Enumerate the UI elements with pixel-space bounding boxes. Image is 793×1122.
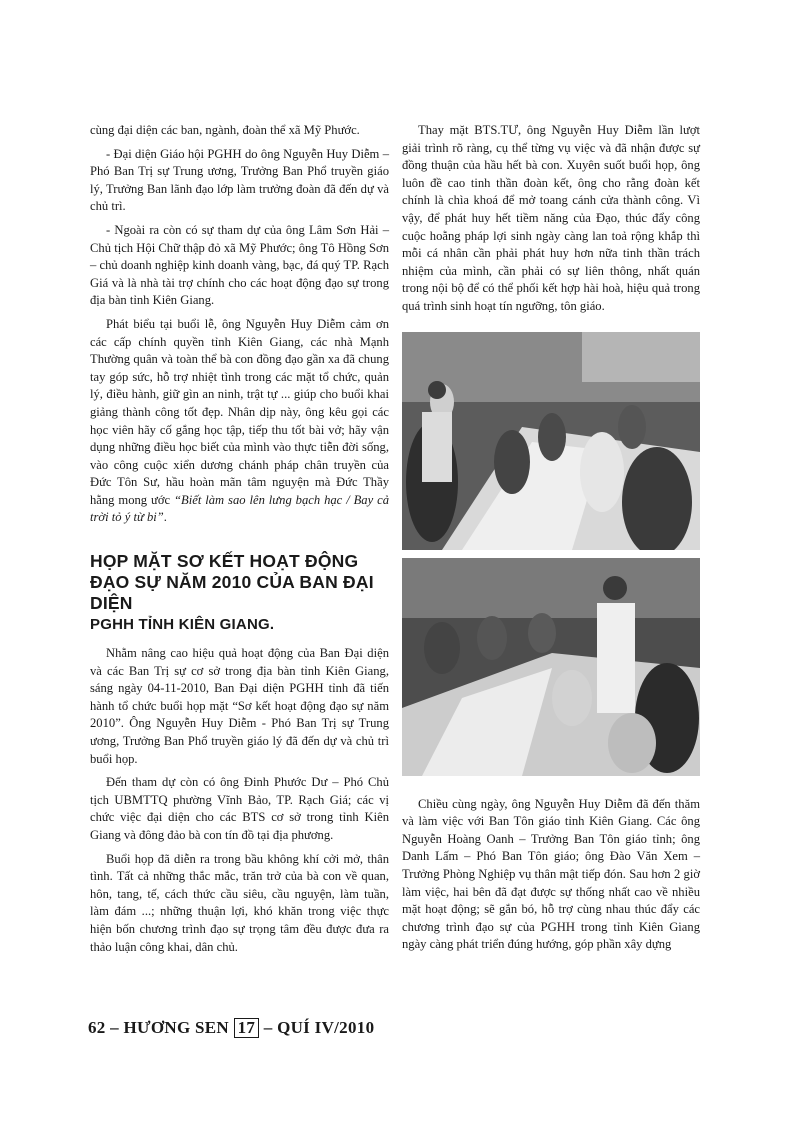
paragraph: - Đại diện Giáo hội PGHH do ông Nguyễn Huy Diễm – Phó Ban Trị sự Trung ương, Trưởng Ban Phổ truyền giáo lý, Trưởng Ban lãnh đạo lớp làm trưởng đoàn đã đến dự và chủ trì.	[90, 146, 389, 214]
footer-prefix: 62 – HƯƠNG SEN	[88, 1018, 229, 1037]
paragraph: Buổi họp đã diễn ra trong bầu không khí cởi mở, thân tình. Tất cả những thắc mắc, trăn trở của bà con về quan, hôn, tang, tế, cách thức cầu siêu, cầu nguyện, làm tuần, làm đám ...; những thuận lợi, khó khăn trong việc thực hiện bốn chương trình đạo sự trọng tâm đều được đưa ra thảo luận công khai, dân chủ.	[90, 851, 389, 954]
paragraph-speech	[90, 316, 389, 527]
speech-text: Phát biểu tại buổi lễ, ông Nguyễn Huy Diễm cảm ơn các cấp chính quyền tỉnh Kiên Giang, các nhà Mạnh Thường quân và toàn thể bà con đồng đạo gần xa đã chung tay góp sức, hỗ trợ nhiệt tình trong các mặt tổ chức, quản lý, điều hành, giữ gìn an ninh, trật tự ... giúp cho buổi khai giảng thành công tốt đẹp. Nhân dịp này, ông kêu gọi các học viên hãy cố gắng học tập, tiếp thu tốt bài vở; hãy vận dụng những điều học biết của mình vào thực tiễn đời sống, vào công cuộc xiển dương chánh pháp chân truyền của Đức Tôn Sư, hầu hoàn mãn tâm nguyện mà Đức Thầy hằng mong ước	[90, 316, 389, 507]
paragraph: - Ngoài ra còn có sự tham dự của ông Lâm Sơn Hải – Chủ tịch Hội Chữ thập đỏ xã Mỹ Phước; ông Tô Hồng Sơn – chủ doanh nghiệp kinh doanh vàng, bạc, đá quý TP. Rạch Giá và là nhà tài trợ chính cho các hoạt động đạo sự trong địa bàn tỉnh Kiên Giang.	[90, 222, 389, 308]
section-heading	[90, 551, 389, 635]
section-heading-line2: PGHH TỈNH KIÊN GIANG.	[90, 616, 275, 634]
meeting-photo-2-image	[402, 558, 700, 776]
paragraph: cùng đại diện các ban, ngành, đoàn thể xã Mỹ Phước.	[90, 123, 360, 137]
paragraph: Đến tham dự còn có ông Đinh Phước Dư – Phó Chủ tịch UBMTTQ phường Vĩnh Bảo, TP. Rạch Giá; các vị chức việc đại diện cho các BTS cơ sở trong tỉnh Kiên Giang và đông đảo bà con tín đồ tại địa phương.	[90, 775, 389, 842]
issue-number-box: 17	[234, 1018, 260, 1038]
right-column	[402, 122, 700, 960]
left-column	[90, 122, 389, 962]
meeting-photo-1	[402, 332, 700, 550]
page-footer	[88, 1018, 374, 1038]
meeting-photo-2	[402, 558, 700, 776]
speech-quote: “Biết làm sao lên lưng bạch hạc / Bay cả trời tỏ ý từ bi”	[90, 492, 390, 525]
meeting-photo-1-image	[402, 332, 700, 550]
paragraph: Nhằm nâng cao hiệu quả hoạt động của Ban Đại diện và các Ban Trị sự cơ sở trong địa bàn tỉnh Kiên Giang, sáng ngày 04-11-2010, Ban Đại diện PGHH tỉnh đã tiến hành tổ chức buổi họp mặt “Sơ kết hoạt động đạo sự năm 2010”. Ông Nguyễn Huy Diễm - Phó Ban Trị sự Trung ương, Trưởng Ban Phổ truyền giáo lý đã đến dự và chủ trì buổi họp.	[90, 646, 389, 766]
speech-end: .	[163, 510, 167, 525]
paragraph: Chiều cùng ngày, ông Nguyễn Huy Diễm đã đến thăm và làm việc với Ban Tôn giáo tỉnh Kiên Giang. Các ông Nguyễn Hoàng Oanh – Trưởng Ban Tôn giáo tỉnh; ông Danh Lấm – Phó Ban Tôn giáo; ông Đào Văn Xem – Trưởng Phòng Nghiệp vụ thân mật tiếp đón. Sau hơn 2 giờ làm việc, hai bên đã đạt được sự thống nhất cao về nhiều mặt hoạt động; sẽ gắn bó, hỗ trợ cùng nhau thúc đẩy các chương trình đạo sự của PGHH trong tỉnh Kiên Giang ngày càng phát triển đúng hướng, góp phần xây dựng	[402, 796, 700, 952]
footer-suffix: – QUÍ IV/2010	[263, 1018, 375, 1037]
section-heading-line1: HỌP MẶT SƠ KẾT HOẠT ĐỘNG ĐẠO SỰ NĂM 2010 CỦA BAN ĐẠI DIỆN	[90, 551, 374, 614]
paragraph: Thay mặt BTS.TƯ, ông Nguyễn Huy Diễm lần lượt giải trình rõ ràng, cụ thể từng vụ việc và đã nhận được sự đồng thuận của hầu hết bà con. Xuyên suốt buổi họp, ông luôn đề cao tinh thần đoàn kết, ông cho rằng đoàn kết chính là chìa khoá để mở toang cánh cửa thành công. Vì vậy, để phát huy hết tiềm năng của Đạo, thúc đẩy công cuộc hoằng pháp lợi sinh ngày càng lan toả rộng khắp thì mỗi cá nhân cần phải phát huy hơn nữa tinh thần trách nhiệm của mình, cần phải có sự liên thông, nhất quán trong nội bộ để có thể phối kết hợp hài hoà, hiệu quả trong quá trình sinh hoạt tín ngưỡng, tôn giáo.	[402, 123, 700, 313]
